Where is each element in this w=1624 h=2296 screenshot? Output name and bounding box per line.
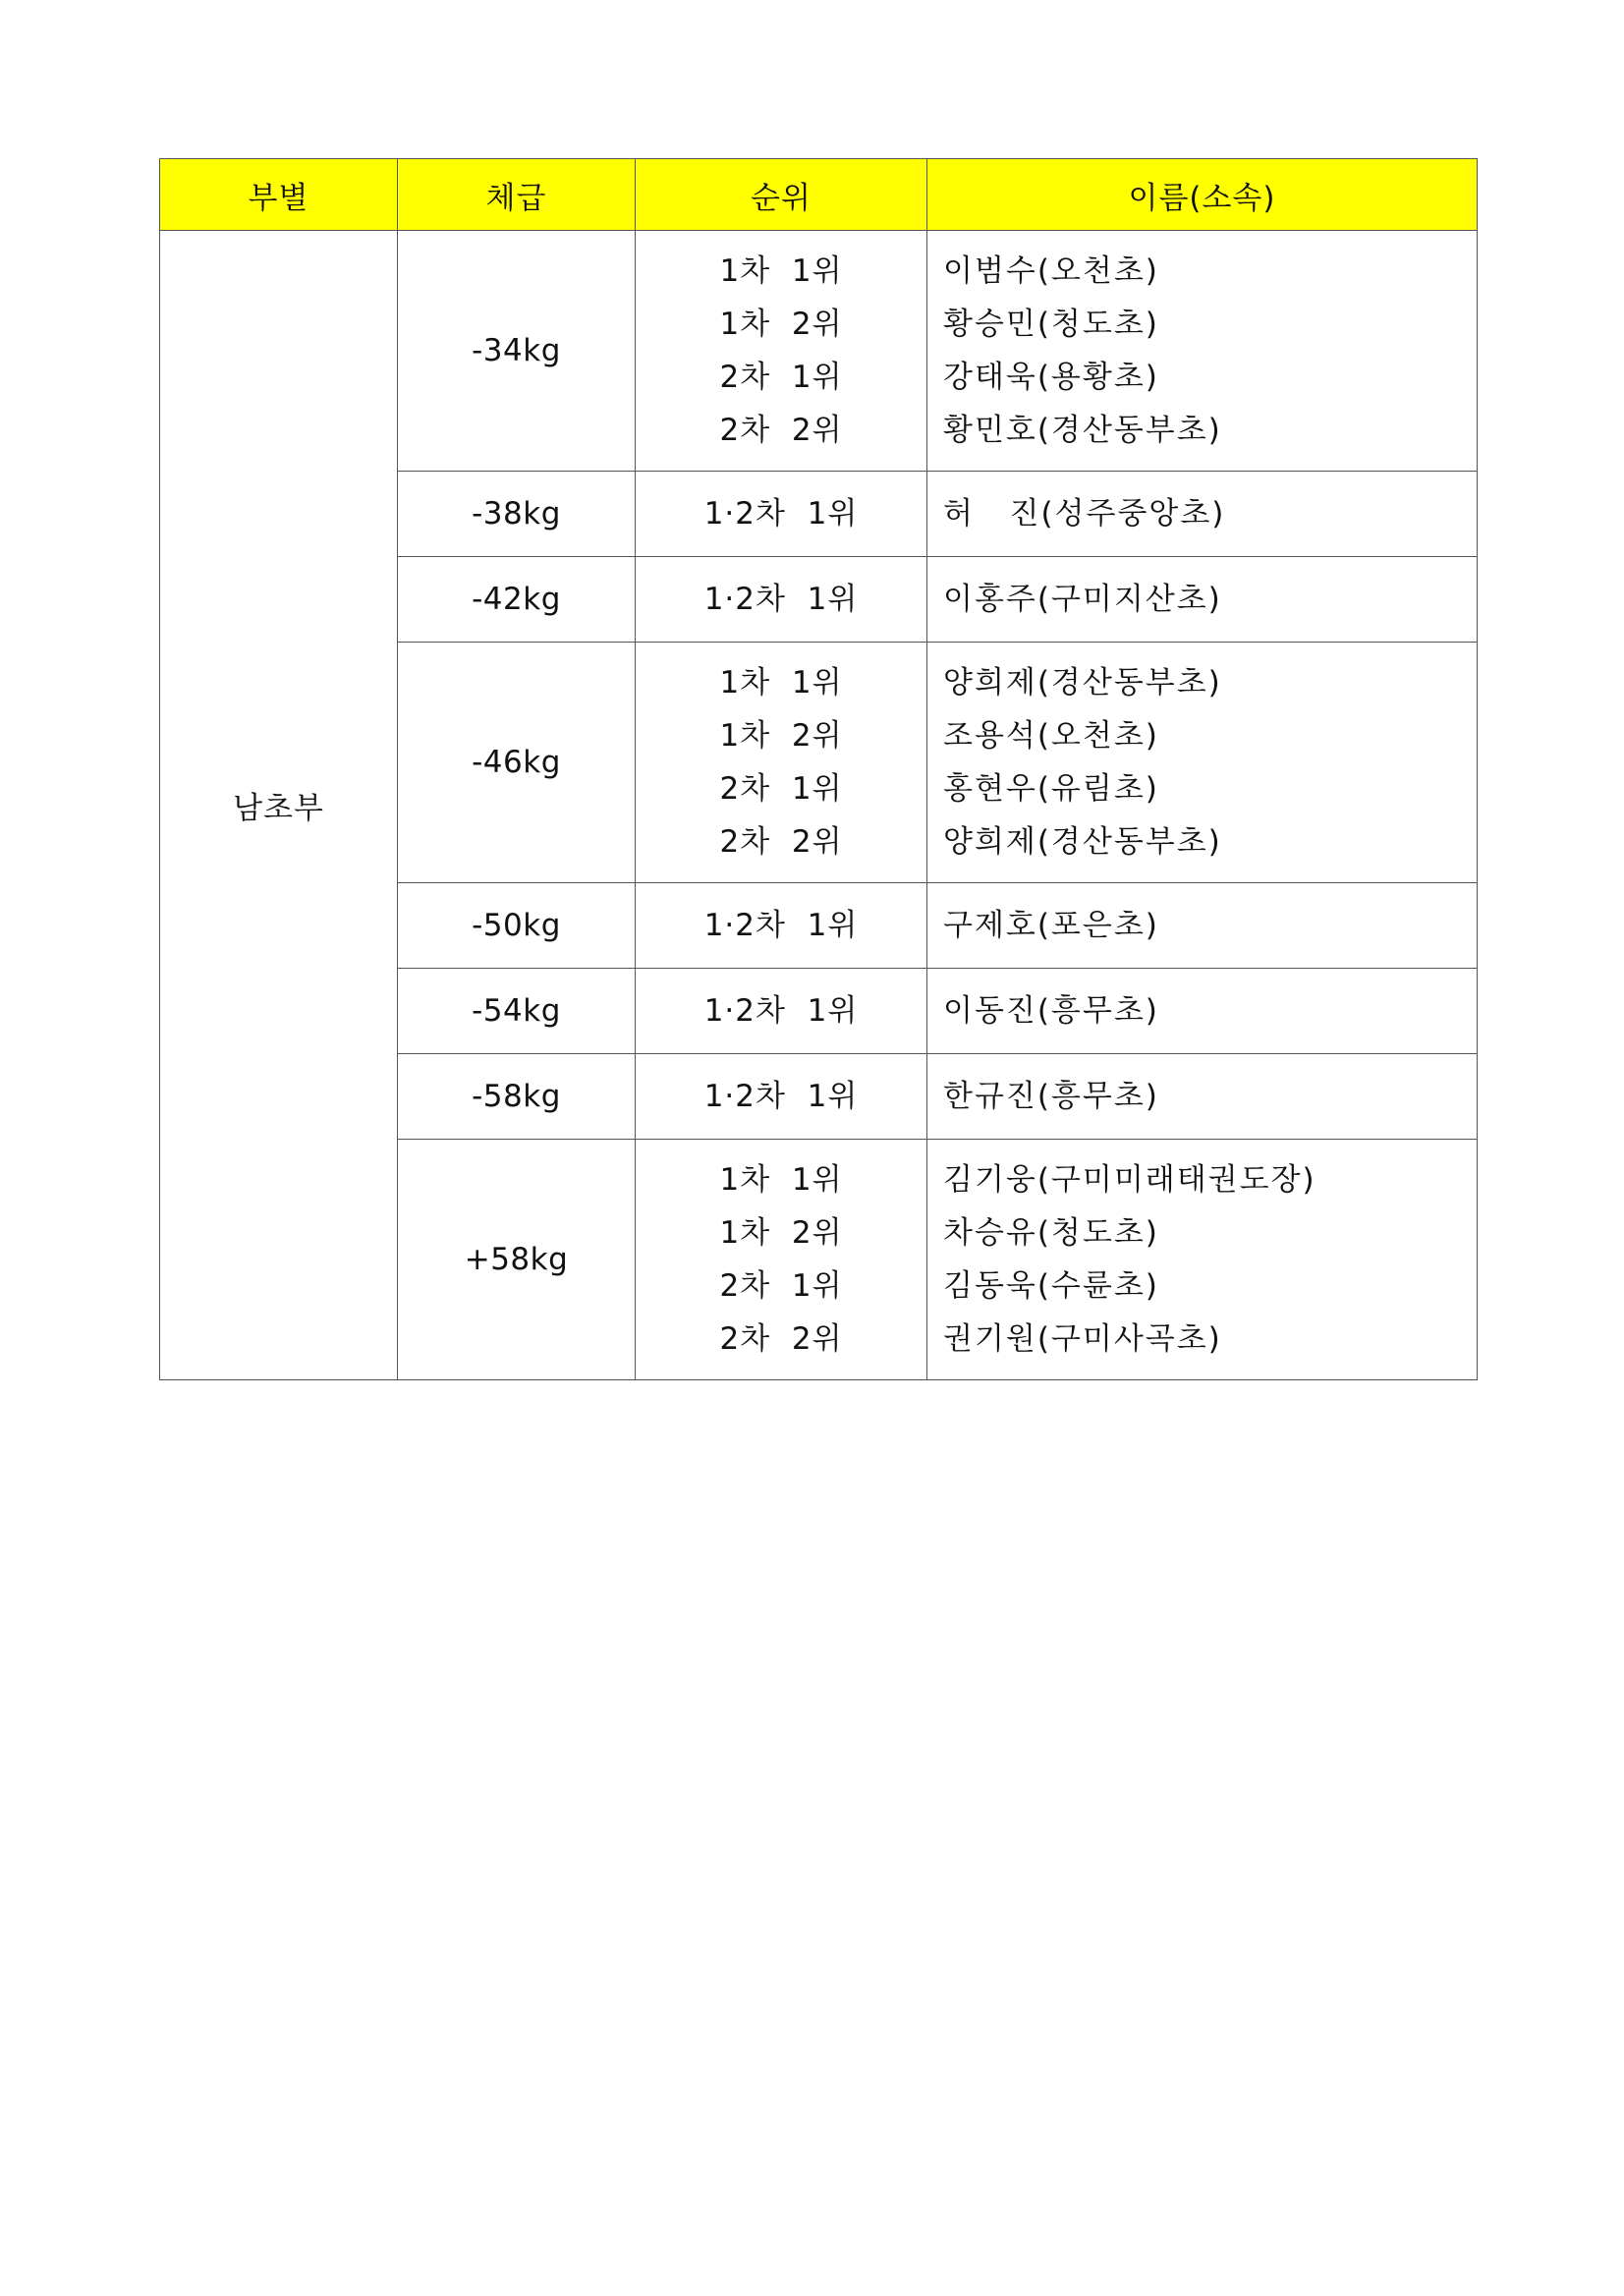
name-cell [927,472,1478,557]
athlete-name-text: 구제호(포은초) [943,908,1159,943]
name-cell [927,557,1478,643]
rank-text: 2차 2위 [719,413,843,448]
division-cell: 남초부 [160,231,398,1380]
athlete-name-text: 허 진(성주중앙초) [943,496,1226,532]
rank-text: 1차 2위 [719,307,843,342]
header-division: 부별 [160,159,398,231]
rank-text: 2차 2위 [719,824,843,860]
athlete-name-text: 차승유(청도초) [943,1215,1159,1251]
name-cell [927,643,1478,883]
weight-class-cell: -42kg [398,557,636,643]
rank-text: 1·2차 1위 [703,496,859,532]
rank-text: 1차 1위 [719,1162,843,1198]
rank-text: 1·2차 1위 [703,993,859,1029]
weight-class-cell: +58kg [398,1140,636,1380]
header-row [160,159,1478,231]
header-weight: 체급 [398,159,636,231]
weight-class-cell: -50kg [398,883,636,969]
athlete-name-text: 황승민(청도초) [943,307,1159,342]
header-name: 이름(소속) [927,159,1478,231]
rank-cell [636,472,927,557]
weight-class-cell: -34kg [398,231,636,472]
table-body [160,231,1478,1380]
athlete-name-text: 한규진(흥무초) [943,1079,1159,1114]
rank-text: 1·2차 1위 [703,908,859,943]
rank-text: 2차 1위 [719,771,843,807]
rank-text: 1·2차 1위 [703,1079,859,1114]
name-cell [927,231,1478,472]
athlete-name-text: 황민호(경산동부초) [943,413,1222,448]
athlete-name-text: 이홍주(구미지산초) [943,582,1222,617]
weight-class-cell: -46kg [398,643,636,883]
rank-text: 1·2차 1위 [703,582,859,617]
weight-class-cell: -38kg [398,472,636,557]
athlete-name-text: 김동욱(수륜초) [943,1268,1159,1304]
rank-text: 2차 2위 [719,1321,843,1357]
results-table [159,158,1478,1380]
rank-cell [636,557,927,643]
athlete-name-text: 조용석(오천초) [943,718,1159,754]
athlete-name-text: 권기원(구미사곡초) [943,1321,1222,1357]
athlete-name-text: 이범수(오천초) [943,253,1159,289]
athlete-name-text: 양희제(경산동부초) [943,665,1222,700]
name-cell [927,1140,1478,1380]
rank-cell [636,231,927,472]
rank-cell [636,1054,927,1140]
athlete-name-text: 강태욱(용황초) [943,360,1159,395]
athlete-name-text: 홍현우(유림초) [943,771,1159,807]
rank-cell [636,883,927,969]
athlete-name-text: 김기웅(구미미래태권도장) [943,1162,1316,1198]
header-rank: 순위 [636,159,927,231]
rank-text: 2차 1위 [719,360,843,395]
rank-text: 1차 1위 [719,665,843,700]
weight-class-cell: -54kg [398,969,636,1054]
rank-text: 1차 1위 [719,253,843,289]
rank-cell [636,1140,927,1380]
weight-class-cell: -58kg [398,1054,636,1140]
rank-cell [636,643,927,883]
rank-text: 2차 1위 [719,1268,843,1304]
rank-cell [636,969,927,1054]
athlete-name-text: 양희제(경산동부초) [943,824,1222,860]
rank-text: 1차 2위 [719,1215,843,1251]
name-cell [927,1054,1478,1140]
athlete-name-text: 이동진(흥무초) [943,993,1159,1029]
table-row [160,231,1478,472]
rank-text: 1차 2위 [719,718,843,754]
name-cell [927,969,1478,1054]
name-cell [927,883,1478,969]
